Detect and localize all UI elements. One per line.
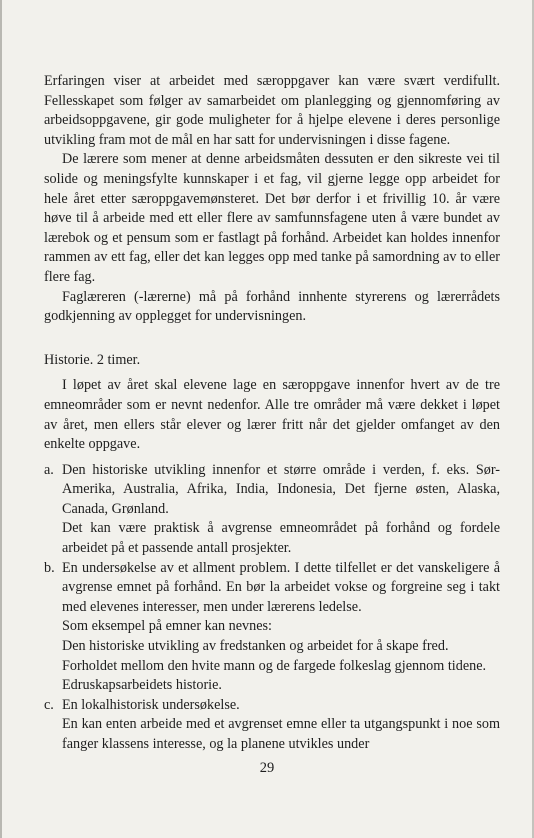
topic-item-b [44,559,500,696]
topic-list [44,461,500,755]
item-text: En kan enten arbeide med et avgrenset emne eller ta utgangspunkt i noe som fanger klassens interesse, og la planene utvikles under [62,716,500,752]
item-text: Den historiske utvikling innenfor et større område i verden, f. eks. Sør-Amerika, Australia, Afrika, India, Indonesia, Det fjerne østen, Alaska, Canada, Grønland. [62,461,500,517]
topic-item-a [44,461,500,559]
topic-item-c [44,696,500,755]
item-text: Forholdet mellom den hvite mann og de fargede folkeslag gjennom tidene. [62,657,487,674]
section-heading [44,351,500,371]
list-marker: a. [44,461,54,478]
list-marker: b. [44,559,55,576]
item-text: En undersøkelse av et allment problem. I dette tilfellet er det vanskeligere å avgrense emnet på forhånd. En bør la arbeidet vokse og forgreine seg i takt med elevenes interesser, men under lærerens ledelse. [62,559,500,615]
intro-paragraph-2: De lærere som mener at denne arbeidsmåten dessuten er den sikreste vei til solide og meningsfylte kunnskaper i et fag, vil gjerne legge opp arbeidet for hele året etter særoppgavemønsteret. Det bør derfor i et frivillig 10. år være høve til å arbeide med ett eller flere av samfunnsfagene uten å være bundet av lærebok og et pensum som er fastlagt på forhånd. Arbeidet kan holdes innenfor rammen av ett fag, eller det kan legges opp med tanke på samordning av to eller flere fag. [44,151,500,285]
section-title: Historie. [44,351,94,368]
item-text: Edruskapsarbeidets historie. [62,677,222,694]
item-text: Som eksempel på emner kan nevnes: [62,618,272,635]
section-intro: I løpet av året skal elevene lage en særoppgave innenfor hvert av de tre emneområder som er nevnt nedenfor. Alle tre områder må være dekket i løpet av året, men ellers står elever og lærer fritt når det gjelder omfanget av den enkelte oppgave. [44,377,500,453]
section-hours: 2 timer. [96,351,141,368]
list-marker: c. [44,696,54,713]
item-text: Den historiske utvikling av fredstanken og arbeidet for å skape fred. [62,638,449,655]
intro-paragraph-3: Faglæreren (-lærerne) må på forhånd innhente styrerens og lærerrådets godkjenning av opplegget for undervisningen. [44,288,500,325]
item-text: En lokalhistorisk undersøkelse. [62,696,240,713]
intro-paragraph-1: Erfaringen viser at arbeidet med særoppgaver kan være svært verdifullt. Fellesskapet som følger av samarbeidet om planlegging og gjennomføring av arbeidsoppgavene, gir gode muligheter for å hjelpe elevene i deres personlige utvikling fram mot de mål en har satt for undervisningen i disse fagene. [44,73,500,148]
item-text: Det kan være praktisk å avgrense emneområdet på forhånd og fordele arbeidet på et passende antall prosjekter. [62,520,500,557]
page-body [44,72,500,755]
page-number: 29 [259,760,275,776]
